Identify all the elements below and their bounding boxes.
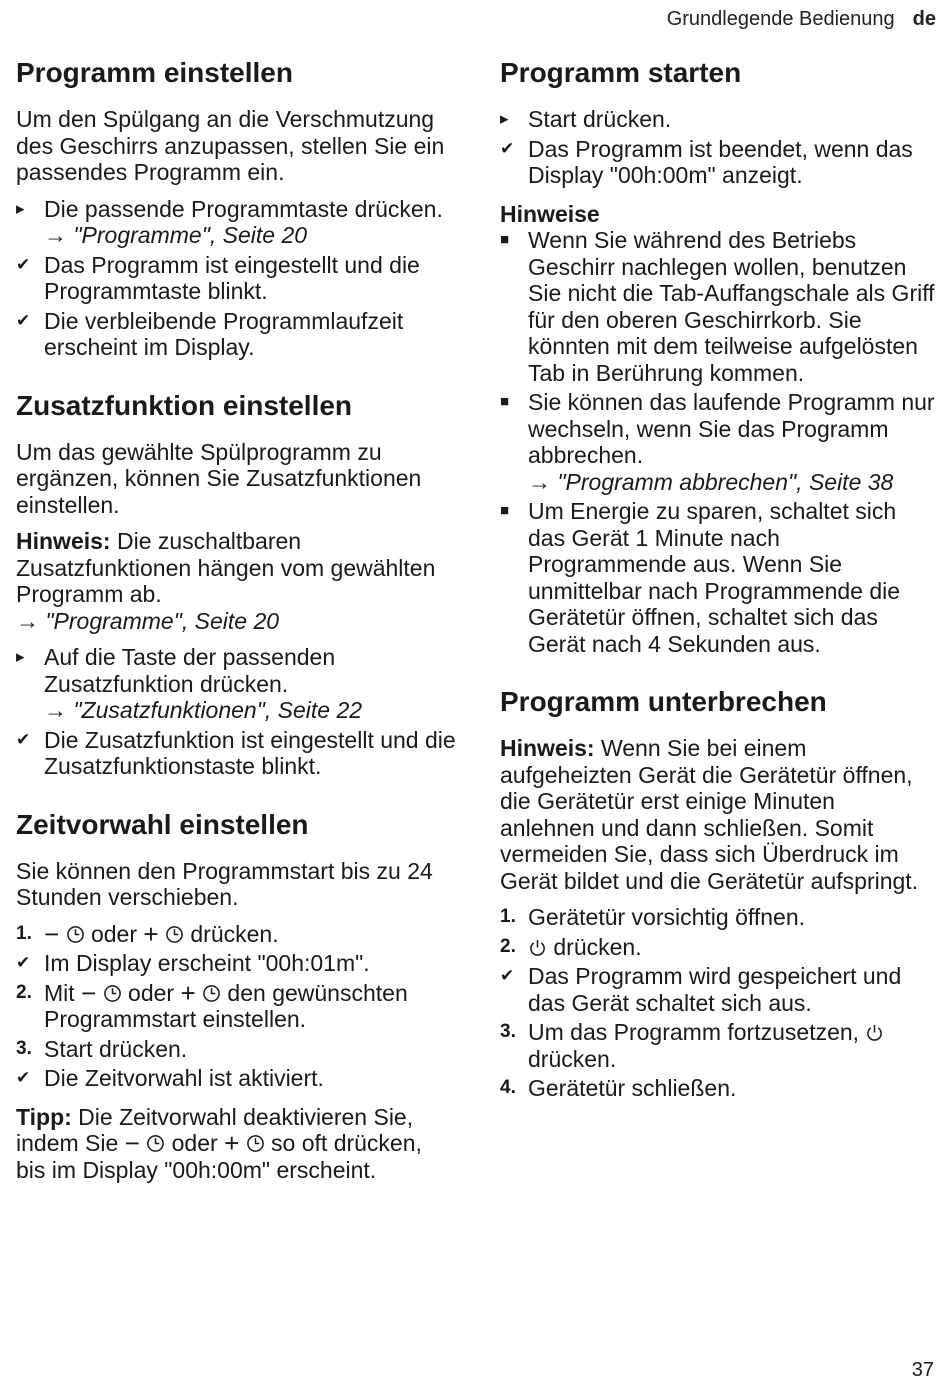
result-item [16,727,456,780]
step-number: 2. [16,981,32,1003]
arrow-marker-icon: ▸ [500,109,509,128]
check-icon: ✔ [16,310,31,330]
numbered-step [500,904,935,931]
clock-icon [165,925,184,944]
instruction-step: ▸ Start drücken. [500,106,672,132]
note-item [500,227,935,386]
result-item [16,1065,456,1092]
arrow-marker-icon: ▸ [16,198,25,218]
note-text: Wenn Sie während des Betriebs Geschirr nachlegen wollen, benutzen Sie nicht die Tab-Auffangschale als Griff für den oberen Geschirrkorb. Sie könnten mit dem teilweise aufgelösten Tab in Berührung kommen. [528,227,935,386]
step-text: Gerätetür schließen. [528,1075,737,1101]
note-text: Um Energie zu sparen, schaltet sich das Gerät 1 Minute nach Programmende aus. Wenn Sie unmittelbar nach Programmende die Gerätetür öffnen, schaltet sich das Gerät nach 4 Sekunden aus. [528,498,901,657]
page-number: 37 [911,1359,934,1381]
plus-key: + [224,1128,240,1158]
check-icon: ✔ [500,966,515,985]
minus-key: − [44,918,60,949]
step-number: 3. [16,1037,32,1059]
check-icon: ✔ [16,729,31,749]
step-text: Auf die Taste der passenden Zusatzfunktion drücken. [44,644,336,697]
result-text: Die Zeitvorwahl ist aktiviert. [44,1065,324,1091]
section-intro: Sie können den Programmstart bis zu 24 Stunden verschieben. [16,857,433,910]
note-paragraph: Hinweis: Die zuschaltbaren Zusatzfunktionen hängen vom gewählten Programm ab. [16,528,436,607]
power-icon [865,1023,884,1042]
minus-key: − [81,977,97,1008]
result-text: Die verbleibende Programmlaufzeit erscheint im Display. [44,307,404,360]
numbered-step: 3. Um das Programm fortzusetzen, drücken. [500,1019,935,1072]
step-number: 1. [16,922,32,944]
instruction-step [16,196,456,249]
section-title-zusatzfunktion: Zusatzfunktion einstellen [16,389,353,421]
result-text: Die Zusatzfunktion ist eingestellt und die Zusatzfunktionstaste blinkt. [44,726,456,779]
square-bullet-icon: ■ [500,502,510,519]
page-header [667,8,936,31]
plus-key: + [143,918,159,949]
tip-paragraph: Tipp: Die Zeitvorwahl deaktivieren Sie, indem Sie − oder + so oft drücken, bis im Display "00h:00m" erscheint. [16,1103,422,1183]
cross-reference: → "Programme", Seite 20 [44,222,308,248]
minus-key: − [124,1128,140,1158]
power-icon [528,938,547,957]
result-item [16,308,456,361]
note-text: Sie können das laufende Programm nur wechseln, wenn Sie das Programm abbrechen. [528,389,935,468]
section-title-zeitvorwahl: Zeitvorwahl einstellen [16,808,309,840]
note-item [500,389,935,495]
check-icon: ✔ [16,953,31,972]
right-column [500,56,935,1102]
step-number: 4. [500,1077,516,1098]
clock-icon [103,984,122,1003]
clock-icon [246,1134,265,1153]
clock-icon [202,984,221,1003]
step-text: Gerätetür vorsichtig öffnen. [528,904,805,930]
cross-reference: → "Programm abbrechen", Seite 38 [528,468,894,495]
step-number: 2. [500,935,516,957]
left-column [16,56,456,1183]
start-key-label: Start [528,106,577,132]
step-number: 3. [500,1021,516,1042]
notes-heading: Hinweise [500,200,600,227]
section-intro: Um das gewählte Spülprogramm zu ergänzen, können Sie Zusatzfunktionen einstellen. [16,438,422,518]
section-title-programm-starten: Programm starten [500,57,742,88]
section-intro: Um den Spülgang an die Verschmutzung des Geschirrs anzupassen, stellen Sie ein passendes Programm ein. [16,106,445,185]
check-icon: ✔ [500,138,515,158]
arrow-marker-icon: ▸ [16,647,25,666]
clock-icon [66,925,85,944]
numbered-step: 3. Start drücken. [16,1035,188,1062]
numbered-step: 2. Mit − oder + den gewünschten Programmstart einstellen. [16,977,408,1032]
numbered-step [500,1075,935,1102]
start-key-label: Start [44,1035,93,1062]
header-lang: de [912,8,936,30]
note-item [500,498,935,657]
note-paragraph: Hinweis: Wenn Sie bei einem aufgeheizten Gerät die Gerätetür öffnen, die Gerätetür erst einige Minuten anlehnen und dann schließen. Somit vermeiden Sie, dass sich Überdruck im Gerät bildet und die Gerätetür aufspringt. [500,735,919,894]
result-text: Das Programm wird gespeichert und das Gerät schaltet sich aus. [528,963,902,1016]
result-item [500,963,935,1016]
cross-reference: → "Zusatzfunktionen", Seite 22 [44,697,363,723]
square-bullet-icon: ■ [500,231,510,248]
result-item [16,950,456,977]
plus-key: + [180,977,196,1008]
result-item [16,252,456,305]
result-text: Das Programm ist eingestellt und die Programmtaste blinkt. [44,251,420,304]
numbered-step: 2. drücken. [500,933,642,960]
check-icon: ✔ [16,254,31,274]
step-text: Die passende Programmtaste drücken. [44,195,443,222]
header-section: Grundlegende Bedienung [666,8,895,30]
result-text: Das Programm ist beendet, wenn das Display "00h:00m" anzeigt. [528,135,913,188]
section-title-programm-unterbrechen: Programm unterbrechen [500,686,827,717]
instruction-step [16,644,456,724]
cross-reference: → "Programme", Seite 20 [16,607,280,634]
check-icon: ✔ [16,1068,31,1087]
result-item [500,136,935,189]
step-number: 1. [500,906,516,927]
result-text: Im Display erscheint "00h:01m". [44,950,370,976]
square-bullet-icon: ■ [500,393,510,410]
clock-icon [146,1134,165,1153]
section-title-programm-einstellen: Programm einstellen [16,57,293,88]
numbered-step: 1. − oder + drücken. [16,918,279,949]
